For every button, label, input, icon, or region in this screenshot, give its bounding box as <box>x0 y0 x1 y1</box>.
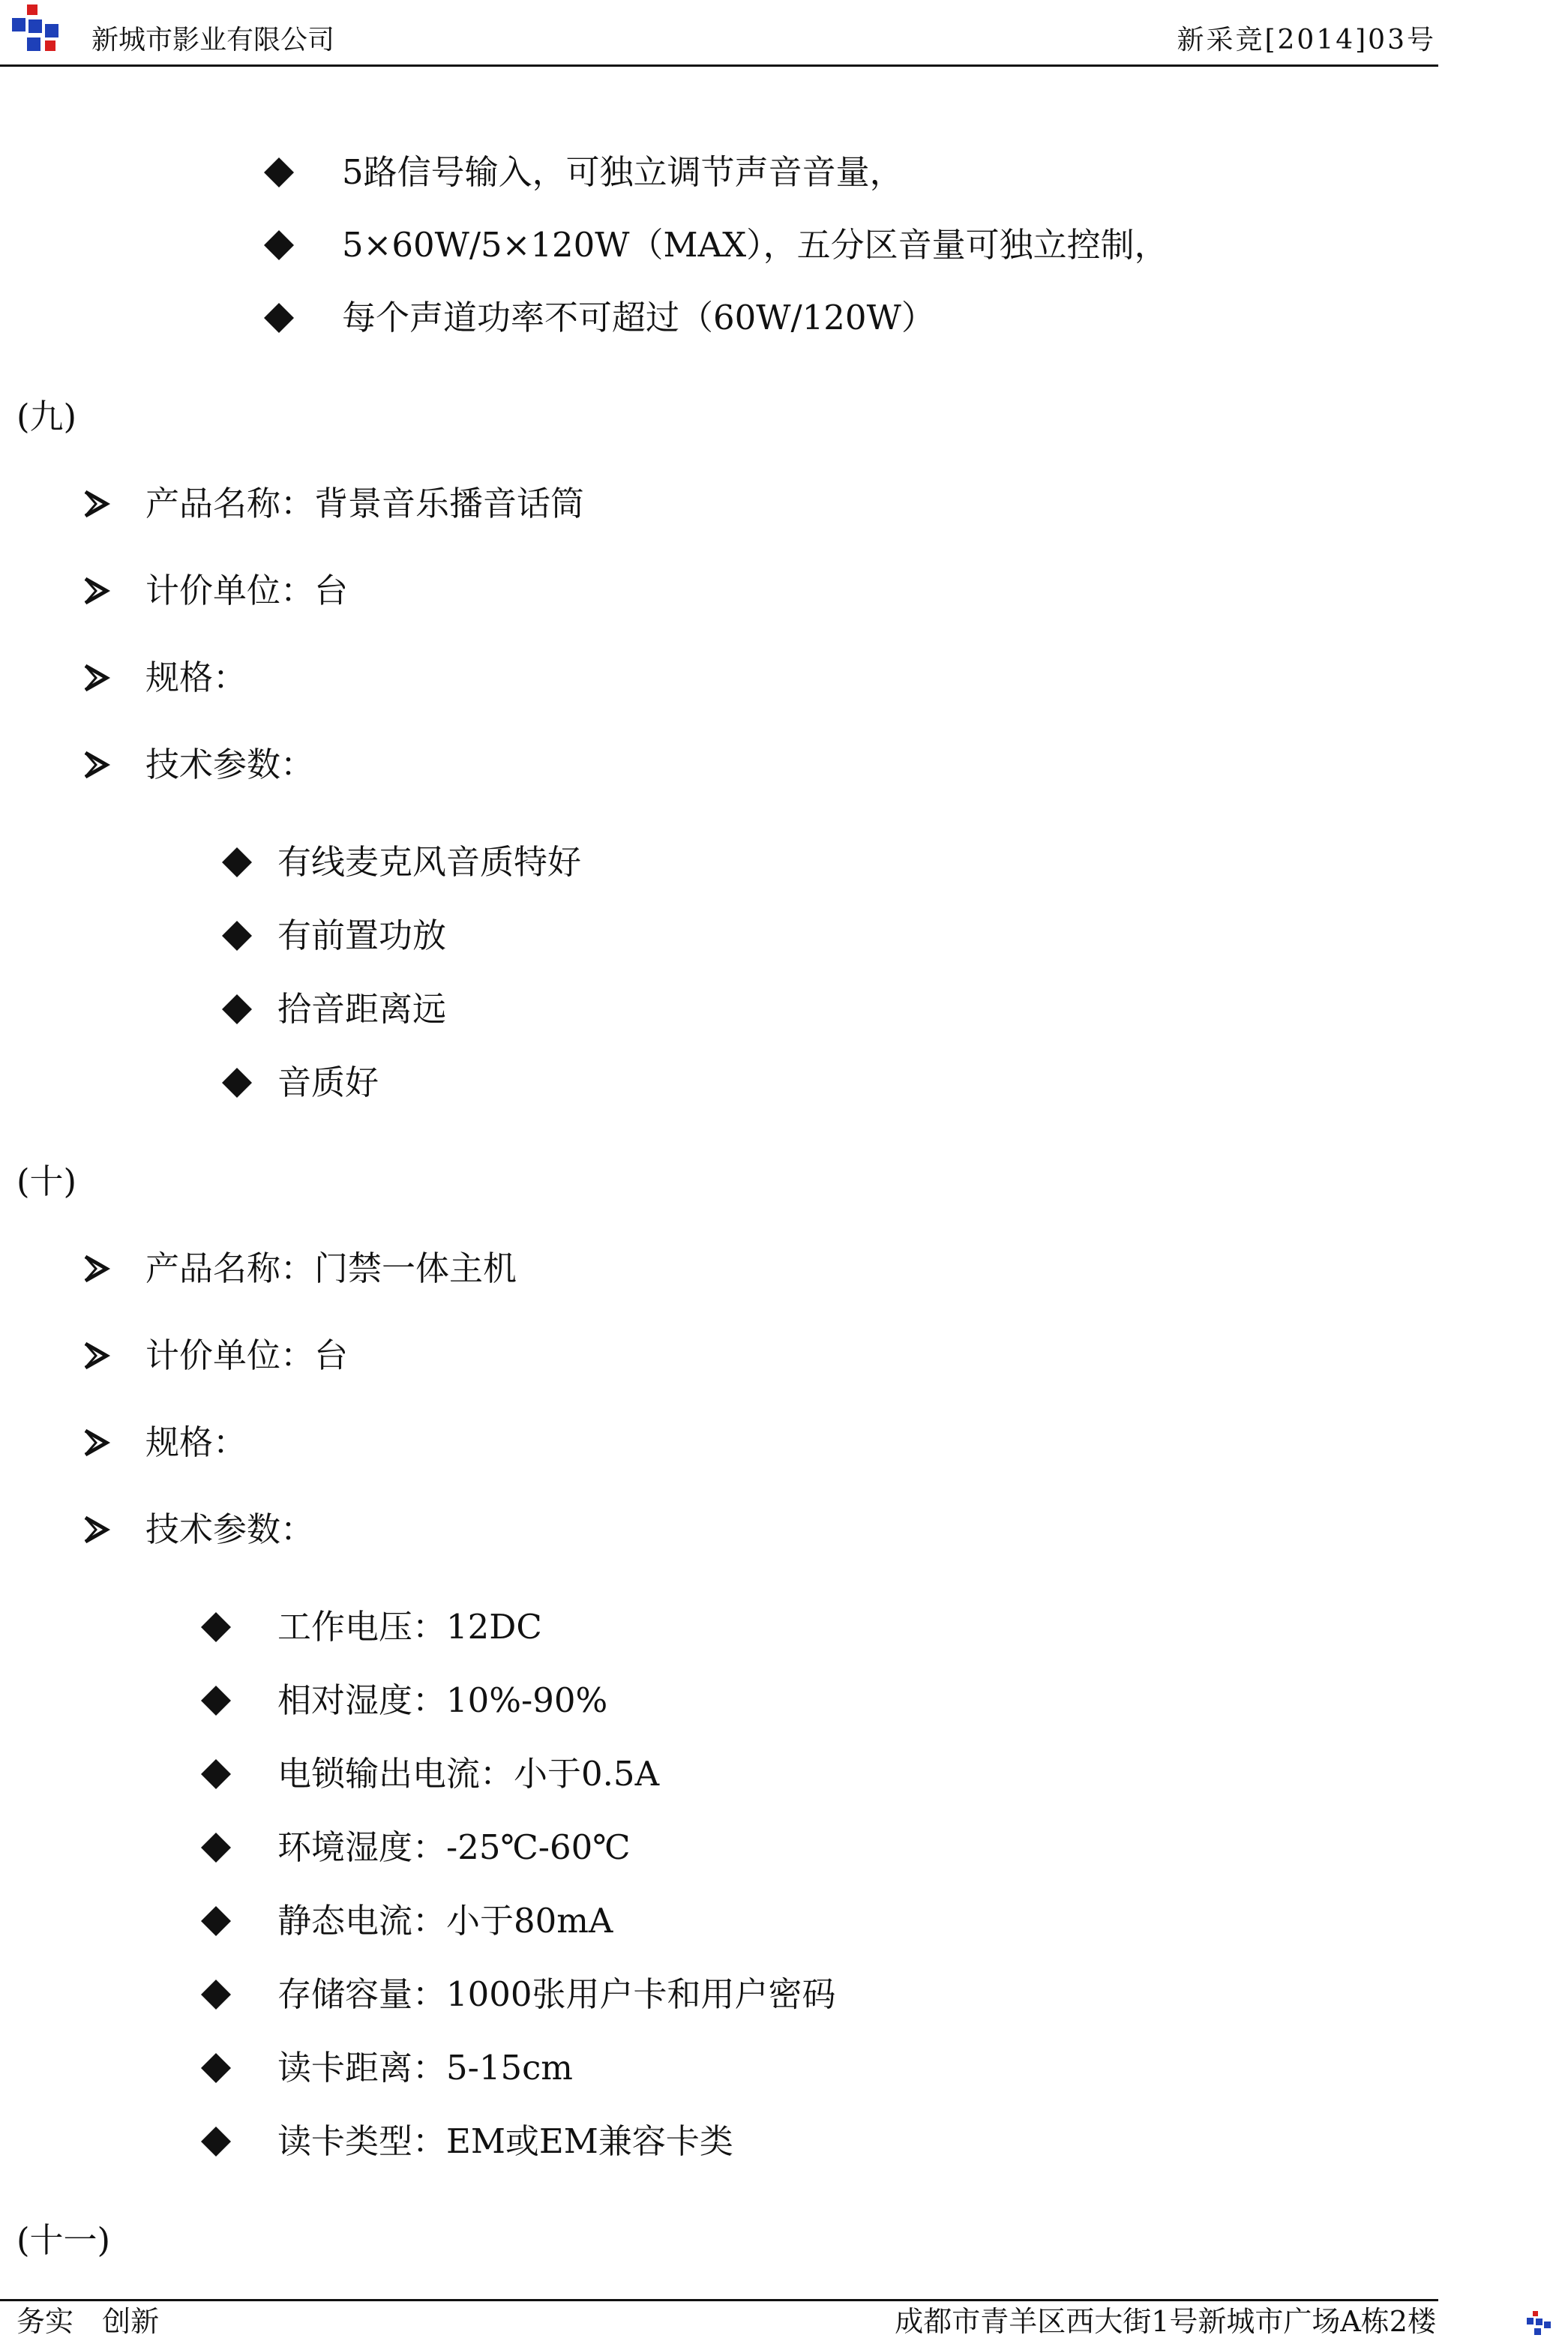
field-text: 规格： <box>145 1422 247 1462</box>
bullet-text: 有前置功放 <box>277 916 447 955</box>
black-diamond-icon <box>193 1825 238 1870</box>
black-diamond-icon <box>256 295 301 340</box>
black-diamond-icon <box>214 1060 259 1105</box>
black-diamond-icon <box>193 1605 238 1650</box>
bullet-text: 静态电流：小于80mA <box>277 1901 613 1941</box>
bullet-text: 工作电压：12DC <box>277 1607 542 1647</box>
footer-divider <box>0 2299 1438 2301</box>
field-text: 技术参数： <box>145 1509 315 1549</box>
bullet-text: 相对湿度：10%-90% <box>277 1680 608 1720</box>
arrowhead-icon <box>73 1420 118 1465</box>
arrowhead-icon <box>73 1246 118 1291</box>
bullet-text: 电锁输出电流：小于0.5A <box>277 1754 660 1794</box>
field-text: 产品名称：背景音乐播音话筒 <box>145 484 585 523</box>
header-document-number: 新采竞[2014]03号 <box>1177 25 1436 55</box>
field-text: 规格： <box>145 658 247 697</box>
arrowhead-icon <box>73 481 118 526</box>
arrowhead-icon <box>73 1333 118 1378</box>
black-diamond-icon <box>193 1752 238 1797</box>
black-diamond-icon <box>214 913 259 958</box>
bullet-text: 有线麦克风音质特好 <box>277 842 582 882</box>
bullet-text: 存储容量：1000张用户卡和用户密码 <box>277 1974 836 2014</box>
field-text: 计价单位：台 <box>145 571 349 610</box>
black-diamond-icon <box>193 2046 238 2091</box>
arrowhead-icon <box>73 655 118 700</box>
section-heading: (十一) <box>16 2220 111 2260</box>
company-logo-icon <box>9 4 69 57</box>
bullet-text: 每个声道功率不可超过（60W/120W） <box>342 298 935 337</box>
field-text: 产品名称：门禁一体主机 <box>145 1248 517 1288</box>
bullet-text: 读卡类型：EM或EM兼容卡类 <box>277 2121 733 2161</box>
header-divider <box>0 64 1438 67</box>
bullet-text: 读卡距离：5-15cm <box>277 2048 573 2088</box>
black-diamond-icon <box>193 2119 238 2164</box>
black-diamond-icon <box>214 840 259 885</box>
black-diamond-icon <box>193 1899 238 1944</box>
bullet-text: 拾音距离远 <box>277 989 447 1029</box>
black-diamond-icon <box>193 1678 238 1723</box>
corner-watermark-icon <box>1518 2308 1563 2338</box>
black-diamond-icon <box>214 987 259 1032</box>
footer-slogan: 务实 创新 <box>16 2305 160 2338</box>
bullet-text: 5×60W/5×120W（MAX），五分区音量可独立控制， <box>342 225 1168 265</box>
arrowhead-icon <box>73 1507 118 1552</box>
black-diamond-icon <box>193 1972 238 2017</box>
section-heading: (十) <box>16 1162 77 1201</box>
header-company-name: 新城市影业有限公司 <box>91 25 335 55</box>
black-diamond-icon <box>256 150 301 195</box>
black-diamond-icon <box>256 223 301 268</box>
bullet-text: 音质好 <box>277 1063 379 1102</box>
section-heading: (九) <box>16 397 77 436</box>
field-text: 技术参数： <box>145 745 315 784</box>
arrowhead-icon <box>73 742 118 787</box>
bullet-text: 环境湿度：-25℃-60℃ <box>277 1827 631 1867</box>
footer-address: 成都市青羊区西大街1号新城市广场A栋2楼 <box>895 2305 1436 2338</box>
field-text: 计价单位：台 <box>145 1335 349 1375</box>
bullet-text: 5路信号输入，可独立调节声音音量， <box>342 152 904 192</box>
arrowhead-icon <box>73 568 118 613</box>
